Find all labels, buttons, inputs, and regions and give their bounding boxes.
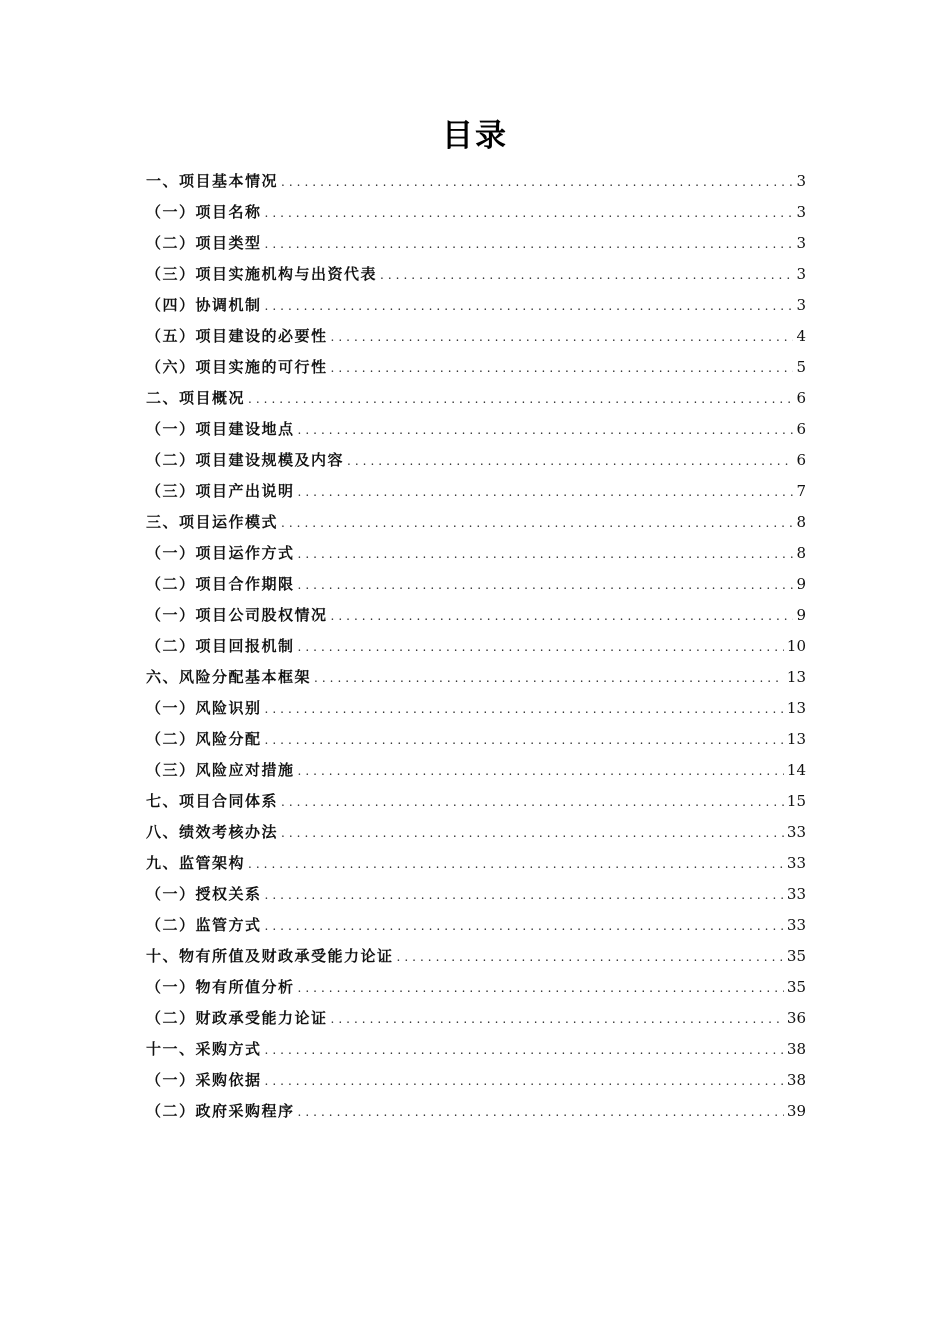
toc-dot-leader	[298, 756, 784, 787]
toc-entry[interactable]	[146, 290, 806, 321]
toc-entry[interactable]	[146, 600, 806, 631]
toc-entry-page-number: 14	[786, 761, 806, 779]
toc-entry[interactable]	[146, 1003, 806, 1034]
toc-entry-page-number: 38	[786, 1040, 806, 1058]
toc-entry[interactable]	[146, 476, 806, 507]
toc-dot-leader	[298, 570, 794, 601]
toc-dot-leader	[281, 508, 793, 539]
toc-dot-leader	[281, 818, 784, 849]
toc-entry-label: （二）风险分配	[146, 730, 262, 748]
toc-dot-leader	[331, 601, 794, 632]
toc-entry-label: （二）项目建设规模及内容	[146, 451, 345, 469]
toc-entry-label: （五）项目建设的必要性	[146, 327, 328, 345]
toc-entry[interactable]	[146, 445, 806, 476]
toc-entry-label: 八、绩效考核办法	[146, 823, 279, 841]
toc-dot-leader	[298, 973, 784, 1004]
toc-entry[interactable]	[146, 538, 806, 569]
toc-entry-label: 一、项目基本情况	[146, 172, 279, 190]
toc-dot-leader	[265, 229, 794, 260]
toc-entry-label: （一）物有所值分析	[146, 978, 295, 996]
toc-entry-page-number: 36	[786, 1009, 806, 1027]
toc-entry-page-number: 10	[786, 637, 806, 655]
toc-entry[interactable]	[146, 383, 806, 414]
toc-entry-page-number: 33	[786, 885, 806, 903]
toc-entry-page-number: 3	[796, 203, 806, 221]
toc-entry-page-number: 35	[786, 978, 806, 996]
toc-entry[interactable]	[146, 569, 806, 600]
toc-dot-leader	[265, 725, 784, 756]
table-of-contents	[146, 166, 806, 1127]
toc-entry-label: （二）政府采购程序	[146, 1102, 295, 1120]
toc-entry[interactable]	[146, 259, 806, 290]
toc-entry[interactable]	[146, 1065, 806, 1096]
toc-dot-leader	[265, 198, 794, 229]
toc-dot-leader	[331, 1004, 784, 1035]
toc-dot-leader	[248, 384, 793, 415]
toc-entry-page-number: 3	[796, 172, 806, 190]
toc-dot-leader	[331, 322, 794, 353]
toc-entry[interactable]	[146, 166, 806, 197]
toc-entry-label: 三、项目运作模式	[146, 513, 279, 531]
toc-entry-label: （三）项目实施机构与出资代表	[146, 265, 378, 283]
toc-entry[interactable]	[146, 879, 806, 910]
toc-entry-page-number: 13	[786, 699, 806, 717]
toc-dot-leader	[265, 880, 784, 911]
toc-entry[interactable]	[146, 848, 806, 879]
toc-entry-page-number: 38	[786, 1071, 806, 1089]
toc-entry-label: 十一、采购方式	[146, 1040, 262, 1058]
toc-entry-label: 十、物有所值及财政承受能力论证	[146, 947, 394, 965]
toc-entry-page-number: 33	[786, 854, 806, 872]
toc-entry[interactable]	[146, 352, 806, 383]
page-title: 目录	[442, 118, 508, 154]
toc-dot-leader	[281, 167, 793, 198]
toc-entry-label: 二、项目概况	[146, 389, 246, 407]
toc-entry[interactable]	[146, 662, 806, 693]
toc-dot-leader	[265, 1066, 784, 1097]
toc-entry[interactable]	[146, 321, 806, 352]
toc-dot-leader	[265, 694, 784, 725]
toc-dot-leader	[281, 787, 784, 818]
toc-entry-label: 九、监管架构	[146, 854, 246, 872]
toc-dot-leader	[248, 849, 784, 880]
toc-dot-leader	[397, 942, 784, 973]
toc-entry[interactable]	[146, 507, 806, 538]
toc-dot-leader	[298, 415, 794, 446]
toc-entry-page-number: 7	[796, 482, 806, 500]
toc-entry-page-number: 8	[796, 544, 806, 562]
toc-entry-label: （二）项目合作期限	[146, 575, 295, 593]
toc-dot-leader	[314, 663, 784, 694]
toc-entry-page-number: 6	[796, 389, 806, 407]
toc-dot-leader	[380, 260, 793, 291]
toc-entry-label: 七、项目合同体系	[146, 792, 279, 810]
toc-entry[interactable]	[146, 414, 806, 445]
toc-entry-label: （二）财政承受能力论证	[146, 1009, 328, 1027]
toc-entry[interactable]	[146, 693, 806, 724]
toc-dot-leader	[265, 911, 784, 942]
toc-entry[interactable]	[146, 228, 806, 259]
toc-entry[interactable]	[146, 1096, 806, 1127]
toc-entry-page-number: 9	[796, 606, 806, 624]
toc-entry[interactable]	[146, 755, 806, 786]
toc-entry[interactable]	[146, 972, 806, 1003]
toc-entry-page-number: 15	[786, 792, 806, 810]
toc-dot-leader	[265, 291, 794, 322]
toc-entry-label: （二）项目回报机制	[146, 637, 295, 655]
toc-entry-page-number: 3	[796, 234, 806, 252]
toc-entry-page-number: 33	[786, 823, 806, 841]
toc-dot-leader	[347, 446, 793, 477]
toc-entry[interactable]	[146, 1034, 806, 1065]
toc-entry-label: （三）项目产出说明	[146, 482, 295, 500]
toc-dot-leader	[265, 1035, 784, 1066]
toc-entry-page-number: 39	[786, 1102, 806, 1120]
toc-entry[interactable]	[146, 817, 806, 848]
toc-entry-label: （一）风险识别	[146, 699, 262, 717]
toc-entry-label: （二）项目类型	[146, 234, 262, 252]
toc-entry-label: （一）项目运作方式	[146, 544, 295, 562]
toc-entry[interactable]	[146, 941, 806, 972]
toc-entry-label: （一）项目名称	[146, 203, 262, 221]
toc-entry[interactable]	[146, 631, 806, 662]
toc-entry-label: （三）风险应对措施	[146, 761, 295, 779]
toc-dot-leader	[298, 1097, 784, 1128]
toc-entry-page-number: 8	[796, 513, 806, 531]
toc-entry[interactable]	[146, 786, 806, 817]
toc-entry-page-number: 9	[796, 575, 806, 593]
toc-entry-page-number: 3	[796, 265, 806, 283]
toc-dot-leader	[331, 353, 794, 384]
toc-entry-page-number: 13	[786, 668, 806, 686]
toc-entry-label: （一）授权关系	[146, 885, 262, 903]
toc-entry-label: （一）项目公司股权情况	[146, 606, 328, 624]
toc-dot-leader	[298, 539, 794, 570]
toc-entry-label: （一）采购依据	[146, 1071, 262, 1089]
toc-entry-page-number: 6	[796, 451, 806, 469]
toc-entry-page-number: 3	[796, 296, 806, 314]
toc-entry[interactable]	[146, 197, 806, 228]
toc-entry[interactable]	[146, 724, 806, 755]
toc-entry-label: 六、风险分配基本框架	[146, 668, 312, 686]
toc-entry-page-number: 6	[796, 420, 806, 438]
toc-entry-label: （二）监管方式	[146, 916, 262, 934]
toc-entry-page-number: 4	[796, 327, 806, 345]
toc-entry-label: （六）项目实施的可行性	[146, 358, 328, 376]
toc-entry-page-number: 13	[786, 730, 806, 748]
toc-dot-leader	[298, 477, 794, 508]
toc-entry-page-number: 35	[786, 947, 806, 965]
toc-entry-label: （一）项目建设地点	[146, 420, 295, 438]
toc-entry[interactable]	[146, 910, 806, 941]
toc-entry-page-number: 5	[796, 358, 806, 376]
toc-entry-page-number: 33	[786, 916, 806, 934]
toc-dot-leader	[298, 632, 784, 663]
toc-entry-label: （四）协调机制	[146, 296, 262, 314]
